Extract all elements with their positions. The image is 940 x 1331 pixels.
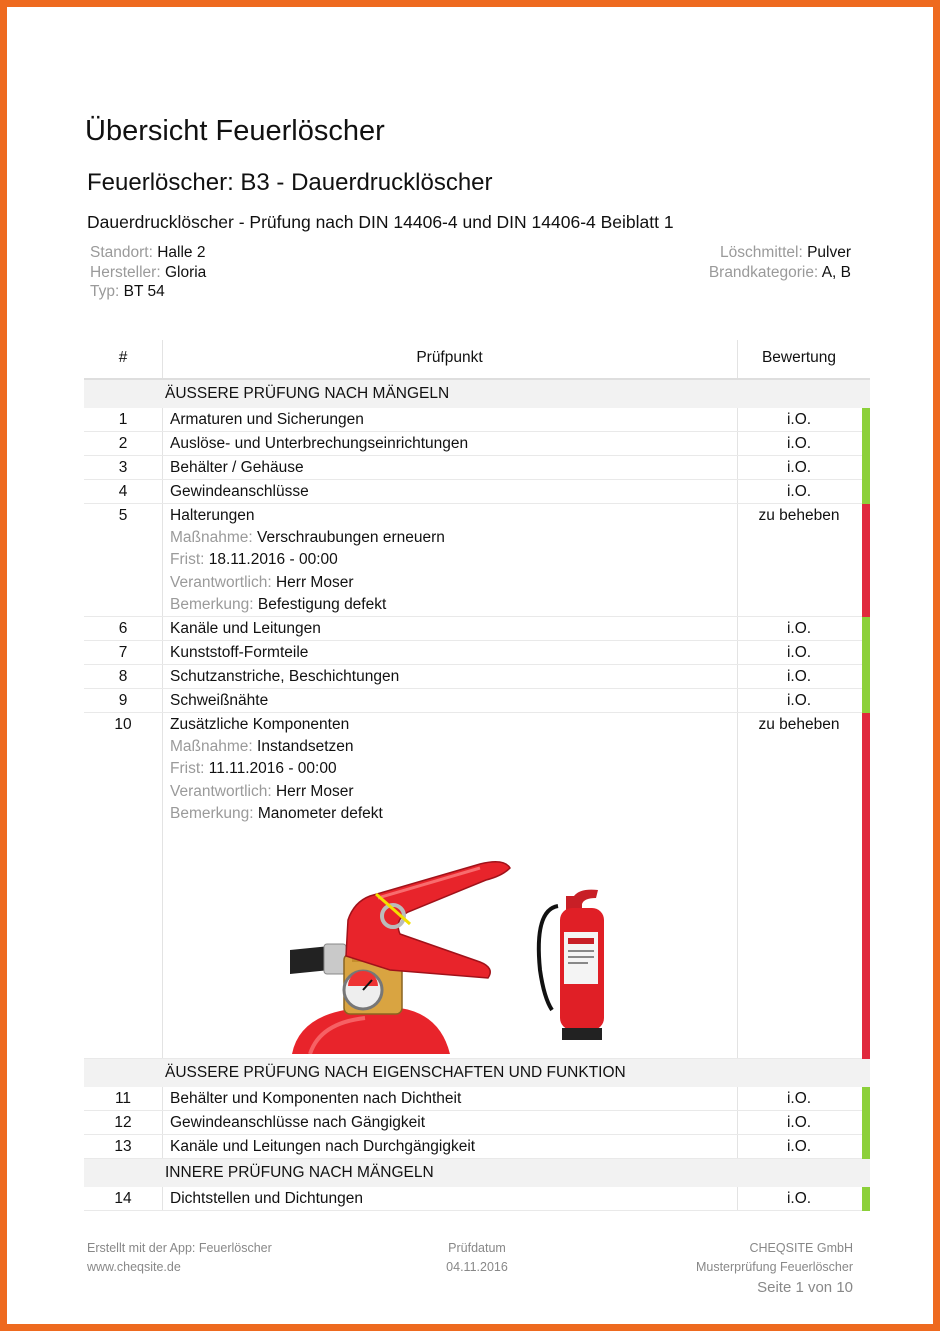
defect-details: Maßnahme: Instandsetzen Frist: 11.11.2016 - 00:00 Verantwortlich: Herr Moser Bemerkung: Manometer defekt [170, 738, 383, 822]
status-bar-ok [862, 408, 870, 432]
header-rating: Bewertung [761, 349, 837, 366]
page-title: Übersicht Feuerlöscher [85, 115, 385, 147]
defect-details: Maßnahme: Verschraubungen erneuern Frist: 18.11.2016 - 00:00 Verantwortlich: Herr Moser Bemerkung: Befestigung defekt [170, 529, 445, 613]
extinguisher-heading: Feuerlöscher: B3 - Dauerdrucklöscher [87, 169, 493, 196]
status-bar-ok [862, 1111, 870, 1135]
section-header: ÄUSSERE PRÜFUNG NACH EIGENSCHAFTEN UND FUNKTION [84, 1059, 870, 1087]
table-row: 10 Zusätzliche Komponenten zu beheben Maßnahme: Instandsetzen Frist: 11.11.2016 - 00:00 Verantwortlich: Herr Moser Bemerkung: Manometer defekt [84, 713, 870, 1059]
table-row: 3 Behälter / Gehäuse i.O. [84, 456, 870, 480]
table-row: 13 Kanäle und Leitungen nach Durchgängigkeit i.O. [84, 1135, 870, 1159]
status-bar-ok [862, 456, 870, 480]
section-header: INNERE PRÜFUNG NACH MÄNGELN [84, 1159, 870, 1187]
status-bar-ok [862, 1187, 870, 1211]
header-num: # [118, 349, 128, 366]
table-row: 1 Armaturen und Sicherungen i.O. [84, 408, 870, 432]
table-row: 7 Kunststoff-Formteile i.O. [84, 641, 870, 665]
inspection-standard: Dauerdrucklöscher - Prüfung nach DIN 14406-4 und DIN 14406-4 Beiblatt 1 [87, 212, 674, 232]
table-row: 14 Dichtstellen und Dichtungen i.O. [84, 1187, 870, 1211]
meta-right [709, 243, 851, 282]
status-bar-bad [862, 504, 870, 617]
page-number: Seite 1 von 10 [757, 1279, 853, 1296]
inspection-table [84, 340, 870, 1211]
table-row: 9 Schweißnähte i.O. [84, 689, 870, 713]
meta-typ: Typ: BT 54 [90, 283, 165, 300]
status-bar-ok [862, 641, 870, 665]
footer-center: Prüfdatum 04.11.2016 [446, 1241, 508, 1274]
header-item: Prüfpunkt [416, 349, 483, 366]
status-bar-ok [862, 689, 870, 713]
status-bar-ok [862, 432, 870, 456]
status-bar-ok [862, 617, 870, 641]
meta-brandkategorie: Brandkategorie: A, B [708, 263, 851, 281]
section-header: ÄUSSERE PRÜFUNG NACH MÄNGELN [84, 380, 870, 408]
table-row: 8 Schutzanstriche, Beschichtungen i.O. [84, 665, 870, 689]
meta-standort: Standort: Halle 2 [90, 244, 206, 261]
status-bar-ok [862, 1135, 870, 1159]
status-bar-ok [862, 665, 870, 689]
footer-left: Erstellt mit der App: Feuerlöscher www.cheqsite.de [87, 1239, 272, 1277]
status-bar-ok [862, 1087, 870, 1111]
meta-left [90, 243, 206, 302]
status-bar-bad [862, 713, 870, 1059]
table-row: 6 Kanäle und Leitungen i.O. [84, 617, 870, 641]
fire-extinguisher-photo [290, 858, 610, 1054]
table-row: 5 Halterungen zu beheben Maßnahme: Verschraubungen erneuern Frist: 18.11.2016 - 00:00 Verantwortlich: Herr Moser Bemerkung: Befestigung defekt [84, 504, 870, 617]
meta-hersteller: Hersteller: Gloria [90, 263, 207, 281]
footer-right: CHEQSITE GmbH Musterprüfung Feuerlöscher [695, 1241, 853, 1274]
table-header [84, 340, 870, 380]
table-row: 12 Gewindeanschlüsse nach Gängigkeit i.O. [84, 1111, 870, 1135]
table-row: 11 Behälter und Komponenten nach Dichtheit i.O. [84, 1087, 870, 1111]
status-bar-ok [862, 480, 870, 504]
website-link[interactable]: www.cheqsite.de [87, 1260, 181, 1274]
meta-loeschmittel: Löschmittel: Pulver [720, 244, 851, 261]
table-row: 2 Auslöse- und Unterbrechungseinrichtungen i.O. [84, 432, 870, 456]
table-row: 4 Gewindeanschlüsse i.O. [84, 480, 870, 504]
